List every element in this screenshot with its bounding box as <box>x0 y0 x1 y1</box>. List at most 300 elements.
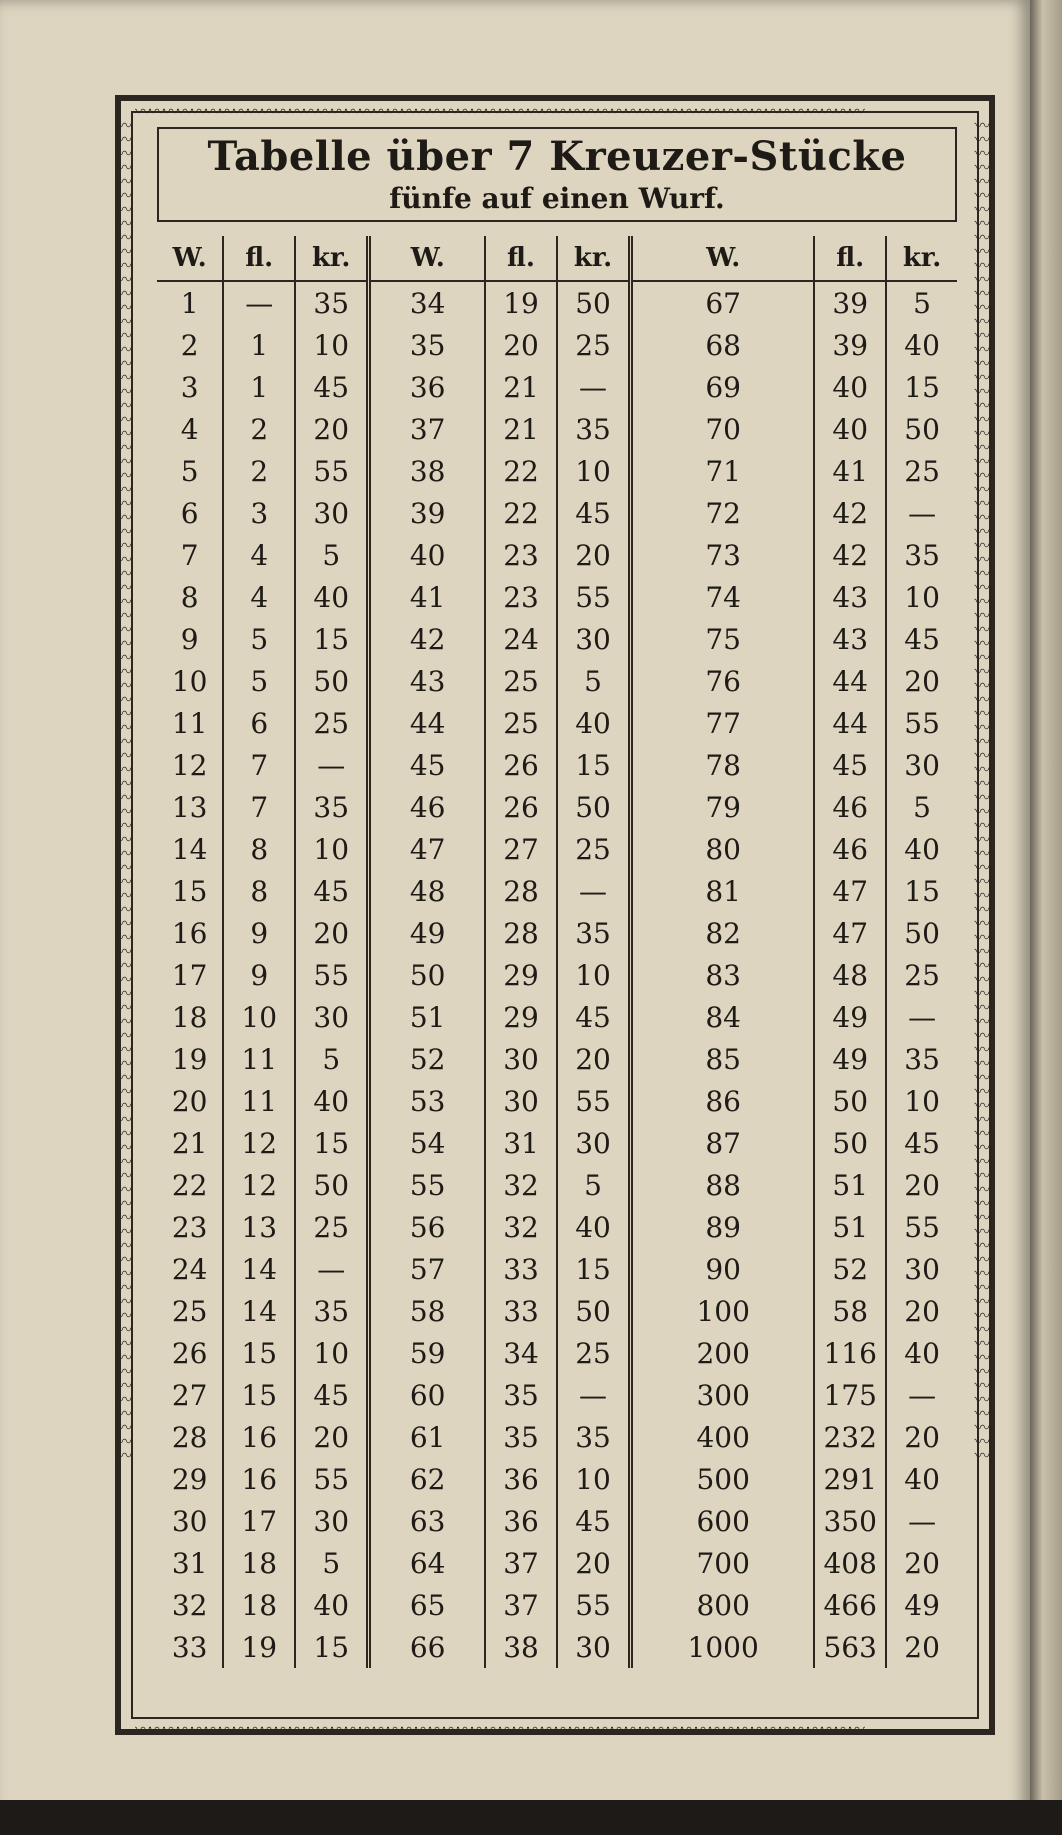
cell-w-3: 76 <box>631 660 815 702</box>
table-row <box>157 954 957 996</box>
cell-w-1: 25 <box>157 1290 223 1332</box>
cell-w-3: 1000 <box>631 1626 815 1668</box>
cell-kr-3: 45 <box>904 622 940 656</box>
cell-w-3: 72 <box>631 492 815 534</box>
table-row <box>157 281 957 324</box>
page-title: Tabelle über 7 Kreuzer-Stücke <box>207 133 907 180</box>
cell-fl-3: 50 <box>814 1080 886 1122</box>
cell-kr-2: 50 <box>557 1290 631 1332</box>
table-row <box>157 324 957 366</box>
cell-w-2: 51 <box>369 996 485 1038</box>
cell-fl-2: 35 <box>485 1416 557 1458</box>
cell-w-3: 83 <box>631 954 815 996</box>
cell-fl-3: 408 <box>814 1542 886 1584</box>
cell-w-3: 70 <box>631 408 815 450</box>
cell-w-3: 500 <box>631 1458 815 1500</box>
zigzag-border-bottom: 〰〰〰〰〰〰〰〰〰〰〰〰〰〰〰〰〰〰〰〰〰〰〰〰〰〰〰〰〰〰〰〰〰〰〰〰〰〰〰〰〰〰〰〰〰〰〰〰〰〰〰〰 <box>135 1720 864 1739</box>
cell-fl-1: 14 <box>223 1290 295 1332</box>
cell-w-3: 300 <box>631 1374 815 1416</box>
cell-kr-2: — <box>557 870 631 912</box>
cell-w-3: 79 <box>631 786 815 828</box>
cell-kr-3: 30 <box>904 1252 940 1286</box>
page-bottom-edge <box>0 1800 1062 1835</box>
cell-kr-1: 35 <box>295 281 369 324</box>
cell-fl-2: 22 <box>485 492 557 534</box>
cell-fl-3: 43 <box>814 618 886 660</box>
cell-w-3: 74 <box>631 576 815 618</box>
cell-kr-1: 15 <box>295 618 369 660</box>
cell-fl-2: 32 <box>485 1206 557 1248</box>
cell-kr-2: 55 <box>557 1080 631 1122</box>
cell-kr-3: 20 <box>904 1546 940 1580</box>
cell-fl-1: 8 <box>223 870 295 912</box>
cell-w-2: 62 <box>369 1458 485 1500</box>
cell-kr-2: 45 <box>557 1500 631 1542</box>
cell-w-3: 400 <box>631 1416 815 1458</box>
cell-kr-1: — <box>295 1248 369 1290</box>
cell-kr-3: 40 <box>904 328 940 362</box>
cell-kr-2: 40 <box>557 702 631 744</box>
cell-kr-1: 20 <box>295 408 369 450</box>
cell-kr-3: 5 <box>913 790 931 824</box>
cell-fl-2: 25 <box>485 702 557 744</box>
cell-kr-2: 30 <box>557 1122 631 1164</box>
cell-kr-3: 50 <box>904 916 940 950</box>
cell-fl-3: 39 <box>814 324 886 366</box>
table-row <box>157 576 957 618</box>
cell-kr-1: 55 <box>295 954 369 996</box>
cell-kr-2: — <box>557 366 631 408</box>
cell-w-1: 5 <box>157 450 223 492</box>
cell-kr-2: 20 <box>557 1542 631 1584</box>
cell-fl-1: 10 <box>223 996 295 1038</box>
cell-fl-3: 47 <box>814 870 886 912</box>
cell-fl-2: 31 <box>485 1122 557 1164</box>
cell-kr-2: 10 <box>557 450 631 492</box>
cell-kr-3: 45 <box>904 1126 940 1160</box>
cell-kr-2: 50 <box>557 281 631 324</box>
cell-w-1: 26 <box>157 1332 223 1374</box>
cell-fl-2: 23 <box>485 576 557 618</box>
cell-w-1: 23 <box>157 1206 223 1248</box>
table-row <box>157 1122 957 1164</box>
cell-fl-3: 52 <box>814 1248 886 1290</box>
cell-fl-2: 34 <box>485 1332 557 1374</box>
cell-kr-1: 20 <box>295 912 369 954</box>
cell-kr-1: 55 <box>295 1458 369 1500</box>
cell-fl-3: 48 <box>814 954 886 996</box>
cell-w-2: 55 <box>369 1164 485 1206</box>
cell-w-1: 2 <box>157 324 223 366</box>
cell-w-3: 82 <box>631 912 815 954</box>
cell-w-1: 13 <box>157 786 223 828</box>
cell-fl-2: 36 <box>485 1458 557 1500</box>
cell-fl-1: 9 <box>223 954 295 996</box>
cell-w-1: 9 <box>157 618 223 660</box>
cell-w-2: 46 <box>369 786 485 828</box>
cell-kr-2: 15 <box>557 1248 631 1290</box>
cell-fl-3: 47 <box>814 912 886 954</box>
table-row <box>157 1206 957 1248</box>
cell-fl-1: 6 <box>223 702 295 744</box>
cell-fl-3: 50 <box>814 1122 886 1164</box>
cell-w-3: 71 <box>631 450 815 492</box>
cell-fl-1: 11 <box>223 1038 295 1080</box>
cell-kr-3: 5 <box>913 286 931 320</box>
table-row <box>157 1374 957 1416</box>
cell-kr-3: 40 <box>904 832 940 866</box>
cell-kr-1: 45 <box>295 1374 369 1416</box>
cell-fl-2: 22 <box>485 450 557 492</box>
cell-kr-1: 25 <box>295 702 369 744</box>
cell-kr-3: 20 <box>904 1630 940 1664</box>
cell-kr-2: 20 <box>557 1038 631 1080</box>
cell-w-1: 33 <box>157 1626 223 1668</box>
cell-fl-3: 563 <box>814 1626 886 1668</box>
cell-w-1: 15 <box>157 870 223 912</box>
cell-kr-3: 10 <box>904 580 940 614</box>
cell-kr-1: 35 <box>295 786 369 828</box>
cell-w-2: 63 <box>369 1500 485 1542</box>
cell-fl-1: 2 <box>223 408 295 450</box>
cell-fl-1: 3 <box>223 492 295 534</box>
cell-fl-3: 42 <box>814 492 886 534</box>
cell-w-3: 73 <box>631 534 815 576</box>
cell-kr-3: 20 <box>904 1168 940 1202</box>
cell-w-3: 90 <box>631 1248 815 1290</box>
table-row <box>157 1584 957 1626</box>
cell-fl-1: — <box>223 281 295 324</box>
cell-kr-2: 20 <box>557 534 631 576</box>
cell-w-3: 600 <box>631 1500 815 1542</box>
cell-kr-2: 50 <box>557 786 631 828</box>
cell-fl-1: 16 <box>223 1458 295 1500</box>
cell-fl-2: 19 <box>485 281 557 324</box>
cell-fl-2: 33 <box>485 1248 557 1290</box>
cell-kr-3: 55 <box>904 706 940 740</box>
header-w-2: W. <box>369 236 485 281</box>
cell-kr-1: 45 <box>295 870 369 912</box>
cell-kr-3: 10 <box>904 1084 940 1118</box>
cell-kr-1: 45 <box>295 366 369 408</box>
title-box <box>157 127 957 222</box>
cell-w-1: 6 <box>157 492 223 534</box>
cell-w-2: 40 <box>369 534 485 576</box>
cell-fl-3: 45 <box>814 744 886 786</box>
cell-w-3: 67 <box>631 281 815 324</box>
header-kr-2: kr. <box>557 236 631 281</box>
cell-fl-3: 466 <box>814 1584 886 1626</box>
cell-fl-1: 19 <box>223 1626 295 1668</box>
page-subtitle: fünfe auf einen Wurf. <box>389 182 725 215</box>
cell-kr-2: 45 <box>557 492 631 534</box>
cell-w-1: 16 <box>157 912 223 954</box>
cell-w-1: 19 <box>157 1038 223 1080</box>
cell-w-2: 44 <box>369 702 485 744</box>
cell-kr-1: 30 <box>295 996 369 1038</box>
cell-w-1: 12 <box>157 744 223 786</box>
cell-w-3: 75 <box>631 618 815 660</box>
header-w-1: W. <box>157 236 223 281</box>
cell-w-3: 68 <box>631 324 815 366</box>
cell-kr-3: 35 <box>904 1042 940 1076</box>
cell-kr-3: 49 <box>904 1588 940 1622</box>
cell-kr-1: 10 <box>295 324 369 366</box>
header-kr-3: kr. <box>886 236 957 281</box>
cell-kr-2: 55 <box>557 1584 631 1626</box>
cell-fl-2: 35 <box>485 1374 557 1416</box>
cell-fl-1: 8 <box>223 828 295 870</box>
cell-w-3: 100 <box>631 1290 815 1332</box>
cell-fl-3: 49 <box>814 996 886 1038</box>
cell-w-2: 42 <box>369 618 485 660</box>
header-w-3: W. <box>631 236 815 281</box>
cell-w-3: 88 <box>631 1164 815 1206</box>
cell-kr-3: — <box>908 1378 937 1412</box>
cell-w-1: 8 <box>157 576 223 618</box>
cell-kr-3: 15 <box>904 370 940 404</box>
cell-fl-3: 46 <box>814 828 886 870</box>
cell-fl-2: 37 <box>485 1584 557 1626</box>
cell-w-2: 65 <box>369 1584 485 1626</box>
cell-kr-3: 40 <box>904 1462 940 1496</box>
cell-w-1: 27 <box>157 1374 223 1416</box>
table-row <box>157 1290 957 1332</box>
table-row <box>157 702 957 744</box>
cell-fl-2: 24 <box>485 618 557 660</box>
cell-fl-1: 7 <box>223 744 295 786</box>
cell-fl-2: 21 <box>485 366 557 408</box>
table-row <box>157 1038 957 1080</box>
cell-kr-1: 50 <box>295 660 369 702</box>
cell-w-3: 78 <box>631 744 815 786</box>
cell-fl-1: 4 <box>223 534 295 576</box>
cell-w-1: 18 <box>157 996 223 1038</box>
cell-fl-1: 12 <box>223 1164 295 1206</box>
ornamental-frame <box>114 95 995 1739</box>
cell-kr-2: 5 <box>557 660 631 702</box>
cell-w-1: 29 <box>157 1458 223 1500</box>
cell-fl-1: 15 <box>223 1332 295 1374</box>
cell-w-2: 34 <box>369 281 485 324</box>
cell-w-2: 45 <box>369 744 485 786</box>
cell-kr-1: 55 <box>295 450 369 492</box>
cell-kr-1: 25 <box>295 1206 369 1248</box>
cell-fl-3: 46 <box>814 786 886 828</box>
table-row <box>157 1416 957 1458</box>
cell-w-2: 64 <box>369 1542 485 1584</box>
cell-kr-1: 20 <box>295 1416 369 1458</box>
table-row <box>157 1248 957 1290</box>
cell-fl-2: 29 <box>485 996 557 1038</box>
cell-w-2: 48 <box>369 870 485 912</box>
cell-w-3: 85 <box>631 1038 815 1080</box>
cell-kr-2: 35 <box>557 408 631 450</box>
cell-fl-2: 21 <box>485 408 557 450</box>
table-row <box>157 366 957 408</box>
cell-w-3: 81 <box>631 870 815 912</box>
cell-kr-2: 35 <box>557 1416 631 1458</box>
table-body <box>157 281 957 1668</box>
cell-fl-3: 58 <box>814 1290 886 1332</box>
cell-kr-3: 55 <box>904 1210 940 1244</box>
cell-kr-1: — <box>295 744 369 786</box>
cell-kr-2: 15 <box>557 744 631 786</box>
cell-fl-2: 20 <box>485 324 557 366</box>
cell-w-2: 39 <box>369 492 485 534</box>
table-row <box>157 1332 957 1374</box>
cell-kr-1: 15 <box>295 1122 369 1164</box>
cell-kr-2: 35 <box>557 912 631 954</box>
cell-w-1: 4 <box>157 408 223 450</box>
table-row <box>157 828 957 870</box>
cell-fl-3: 40 <box>814 366 886 408</box>
cell-kr-1: 35 <box>295 1290 369 1332</box>
zigzag-border-right: 〰〰〰〰〰〰〰〰〰〰〰〰〰〰〰〰〰〰〰〰〰〰〰〰〰〰〰〰〰〰〰〰〰〰〰〰〰〰〰〰〰〰〰〰〰〰〰〰〰〰〰〰〰〰〰〰〰〰〰〰〰〰〰〰〰〰〰〰〰〰〰〰〰〰〰〰〰〰〰〰〰〰〰〰〰〰〰〰〰〰〰〰〰〰〰〰 <box>972 117 991 1461</box>
cell-kr-1: 50 <box>295 1164 369 1206</box>
cell-w-2: 49 <box>369 912 485 954</box>
cell-fl-1: 11 <box>223 1080 295 1122</box>
cell-kr-2: 5 <box>557 1164 631 1206</box>
cell-fl-1: 18 <box>223 1584 295 1626</box>
cell-w-2: 54 <box>369 1122 485 1164</box>
cell-w-1: 22 <box>157 1164 223 1206</box>
cell-w-3: 200 <box>631 1332 815 1374</box>
cell-w-1: 14 <box>157 828 223 870</box>
cell-kr-2: 25 <box>557 324 631 366</box>
cell-w-2: 57 <box>369 1248 485 1290</box>
cell-fl-3: 44 <box>814 660 886 702</box>
cell-fl-2: 26 <box>485 744 557 786</box>
cell-fl-1: 1 <box>223 366 295 408</box>
cell-fl-1: 12 <box>223 1122 295 1164</box>
table-header-row <box>157 236 957 281</box>
cell-fl-2: 23 <box>485 534 557 576</box>
cell-fl-1: 15 <box>223 1374 295 1416</box>
cell-fl-1: 2 <box>223 450 295 492</box>
cell-fl-1: 5 <box>223 660 295 702</box>
cell-fl-2: 28 <box>485 912 557 954</box>
cell-fl-1: 16 <box>223 1416 295 1458</box>
cell-fl-1: 13 <box>223 1206 295 1248</box>
table-row <box>157 618 957 660</box>
header-fl-1: fl. <box>223 236 295 281</box>
table-row <box>157 450 957 492</box>
cell-kr-2: 25 <box>557 1332 631 1374</box>
cell-kr-2: 40 <box>557 1206 631 1248</box>
cell-kr-1: 30 <box>295 492 369 534</box>
cell-kr-3: 40 <box>904 1336 940 1370</box>
cell-kr-1: 10 <box>295 1332 369 1374</box>
table-row <box>157 408 957 450</box>
header-fl-3: fl. <box>814 236 886 281</box>
cell-w-3: 86 <box>631 1080 815 1122</box>
cell-fl-2: 36 <box>485 1500 557 1542</box>
cell-kr-2: 10 <box>557 954 631 996</box>
cell-fl-1: 4 <box>223 576 295 618</box>
zigzag-border-left: 〰〰〰〰〰〰〰〰〰〰〰〰〰〰〰〰〰〰〰〰〰〰〰〰〰〰〰〰〰〰〰〰〰〰〰〰〰〰〰〰〰〰〰〰〰〰〰〰〰〰〰〰〰〰〰〰〰〰〰〰〰〰〰〰〰〰〰〰〰〰〰〰〰〰〰〰〰〰〰〰〰〰〰〰〰〰〰〰〰〰〰〰〰〰〰〰 <box>114 117 133 1461</box>
cell-fl-2: 25 <box>485 660 557 702</box>
table-row <box>157 492 957 534</box>
cell-kr-1: 40 <box>295 576 369 618</box>
cell-w-2: 59 <box>369 1332 485 1374</box>
cell-kr-3: 30 <box>904 748 940 782</box>
cell-kr-2: 30 <box>557 1626 631 1668</box>
cell-fl-3: 291 <box>814 1458 886 1500</box>
cell-kr-3: — <box>908 1000 937 1034</box>
cell-kr-3: — <box>908 1504 937 1538</box>
cell-w-2: 38 <box>369 450 485 492</box>
cell-w-1: 21 <box>157 1122 223 1164</box>
cell-w-1: 10 <box>157 660 223 702</box>
table-row <box>157 744 957 786</box>
cell-fl-2: 32 <box>485 1164 557 1206</box>
cell-w-1: 30 <box>157 1500 223 1542</box>
cell-fl-3: 51 <box>814 1206 886 1248</box>
cell-kr-3: 20 <box>904 664 940 698</box>
cell-w-3: 80 <box>631 828 815 870</box>
cell-kr-1: 40 <box>295 1584 369 1626</box>
cell-w-1: 24 <box>157 1248 223 1290</box>
cell-w-1: 32 <box>157 1584 223 1626</box>
cell-w-3: 87 <box>631 1122 815 1164</box>
cell-fl-3: 40 <box>814 408 886 450</box>
cell-w-2: 58 <box>369 1290 485 1332</box>
cell-w-1: 11 <box>157 702 223 744</box>
cell-w-2: 47 <box>369 828 485 870</box>
table-row <box>157 534 957 576</box>
table-row <box>157 660 957 702</box>
cell-kr-1: 5 <box>295 1038 369 1080</box>
conversion-table <box>157 236 957 1668</box>
cell-w-2: 41 <box>369 576 485 618</box>
cell-kr-1: 40 <box>295 1080 369 1122</box>
cell-fl-3: 44 <box>814 702 886 744</box>
cell-w-1: 17 <box>157 954 223 996</box>
cell-w-2: 61 <box>369 1416 485 1458</box>
header-fl-2: fl. <box>485 236 557 281</box>
cell-kr-2: 45 <box>557 996 631 1038</box>
table-row <box>157 1080 957 1122</box>
cell-fl-3: 175 <box>814 1374 886 1416</box>
cell-kr-1: 30 <box>295 1500 369 1542</box>
cell-fl-1: 5 <box>223 618 295 660</box>
cell-fl-3: 42 <box>814 534 886 576</box>
cell-fl-3: 350 <box>814 1500 886 1542</box>
cell-w-2: 52 <box>369 1038 485 1080</box>
cell-fl-2: 30 <box>485 1038 557 1080</box>
cell-fl-1: 14 <box>223 1248 295 1290</box>
cell-kr-2: 55 <box>557 576 631 618</box>
cell-w-1: 20 <box>157 1080 223 1122</box>
cell-w-2: 66 <box>369 1626 485 1668</box>
cell-kr-2: 25 <box>557 828 631 870</box>
cell-w-3: 84 <box>631 996 815 1038</box>
cell-fl-1: 7 <box>223 786 295 828</box>
cell-w-2: 43 <box>369 660 485 702</box>
cell-fl-2: 38 <box>485 1626 557 1668</box>
cell-kr-3: 25 <box>904 958 940 992</box>
cell-kr-3: 20 <box>904 1420 940 1454</box>
cell-w-1: 28 <box>157 1416 223 1458</box>
cell-fl-1: 1 <box>223 324 295 366</box>
cell-kr-2: — <box>557 1374 631 1416</box>
table-row <box>157 1500 957 1542</box>
cell-fl-3: 41 <box>814 450 886 492</box>
cell-kr-3: 20 <box>904 1294 940 1328</box>
cell-w-3: 77 <box>631 702 815 744</box>
cell-fl-3: 39 <box>814 281 886 324</box>
